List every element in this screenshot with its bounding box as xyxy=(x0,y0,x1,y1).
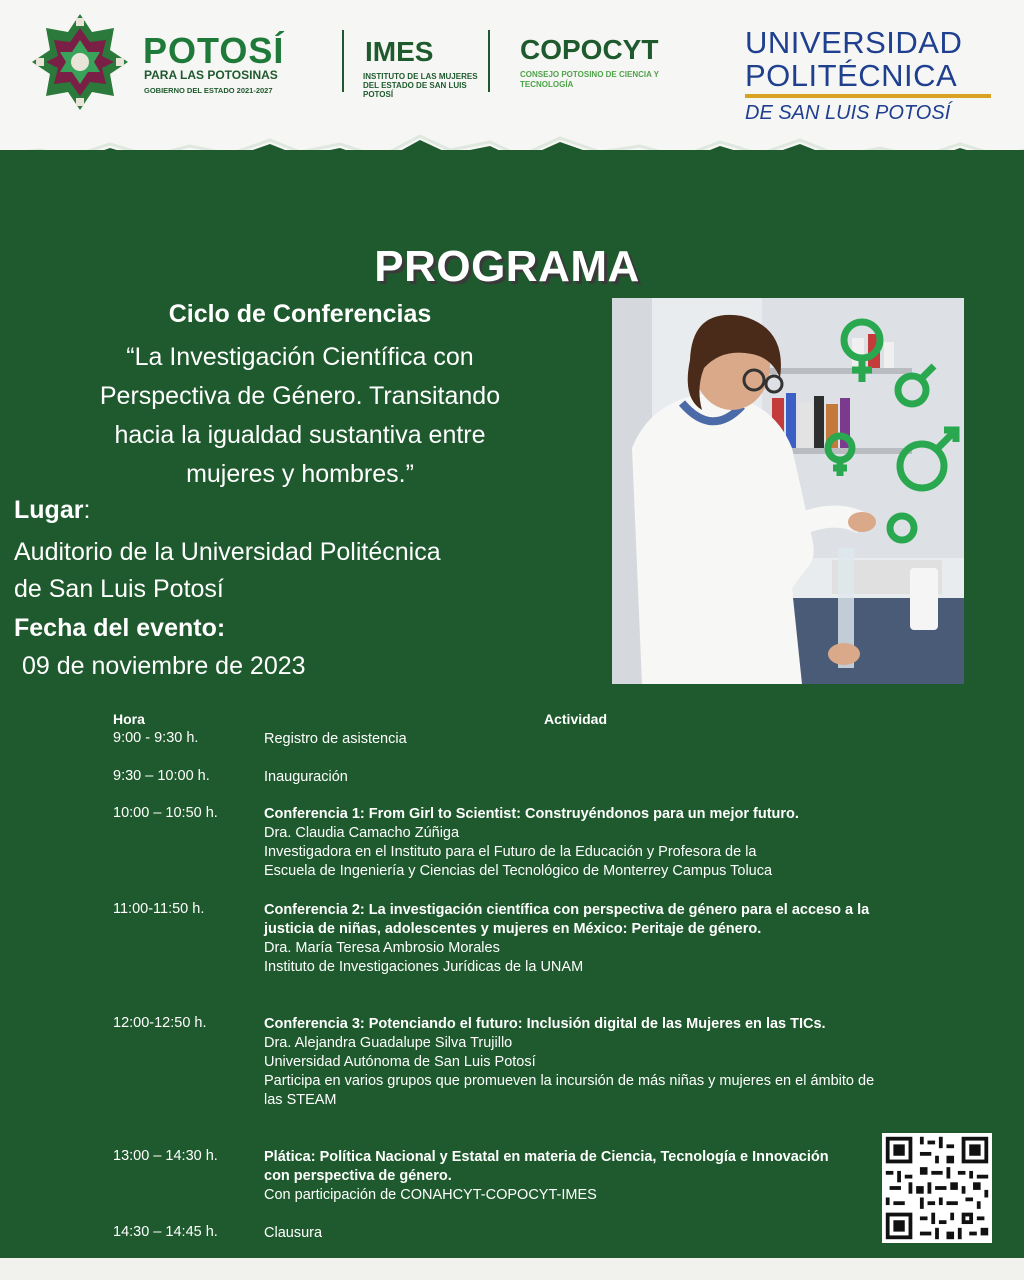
quote-line: mujeres y hombres.” xyxy=(186,460,414,488)
activity-title: Conferencia 2: La investigación científica con perspectiva de género para el acceso a la justicia de niñas, adolescentes y mujeres en México: Peritaje de género. xyxy=(264,902,870,937)
potosi-logo-title: POTOSÍ xyxy=(143,30,285,71)
upslp-logo-line1: UNIVERSIDAD xyxy=(745,25,963,60)
activity-line: Dra. María Teresa Ambrosio Morales xyxy=(264,940,500,956)
activity-line: Dra. Claudia Camacho Zúñiga xyxy=(264,825,460,841)
schedule-activity xyxy=(264,901,892,977)
schedule-activity xyxy=(264,1148,839,1205)
activity-title: Conferencia 1: From Girl to Scientist: Construyéndonos para un mejor futuro. xyxy=(264,806,799,822)
schedule-header-actividad: Actividad xyxy=(544,711,608,727)
activity-line: Escuela de Ingeniería y Ciencias del Tecnológico de Monterrey Campus Toluca xyxy=(264,863,773,879)
upslp-logo-line2: POLITÉCNICA xyxy=(745,58,958,93)
activity-line: Investigadora en el Instituto para el Futuro de la Educación y Profesora de la xyxy=(264,844,757,860)
cycle-title: Ciclo de Conferencias xyxy=(168,300,432,328)
copocyt-logo-title: COPOCYT xyxy=(520,34,659,65)
activity-line: Con participación de CONAHCYT-COPOCYT-IMES xyxy=(264,1187,597,1203)
quote-line: Perspectiva de Género. Transitando xyxy=(99,382,501,410)
upslp-logo-bar xyxy=(745,94,991,98)
schedule-time: 13:00 – 14:30 h. xyxy=(113,1148,218,1164)
schedule-activity xyxy=(264,805,892,881)
activity-line: Dra. Alejandra Guadalupe Silva Trujillo xyxy=(264,1035,513,1051)
activity-line: Instituto de Investigaciones Jurídicas de la UNAM xyxy=(264,959,584,975)
scientist-photo xyxy=(612,298,964,684)
schedule-time: 12:00-12:50 h. xyxy=(113,1015,207,1031)
schedule-time: 11:00-11:50 h. xyxy=(113,901,205,917)
venue-value xyxy=(14,534,594,608)
upslp-logo-line3: DE SAN LUIS POTOSÍ xyxy=(745,102,951,124)
schedule-activity xyxy=(264,730,892,749)
schedule-time: 14:30 – 14:45 h. xyxy=(113,1224,218,1240)
activity-line: Clausura xyxy=(264,1225,323,1241)
schedule-header-hora: Hora xyxy=(113,711,145,727)
venue-line: de San Luis Potosí xyxy=(14,575,224,603)
schedule-time: 10:00 – 10:50 h. xyxy=(113,805,218,821)
activity-title: Plática: Política Nacional y Estatal en materia de Ciencia, Tecnología e Innovación con perspectiva de género. xyxy=(264,1149,829,1184)
schedule-time: 9:00 - 9:30 h. xyxy=(113,730,199,746)
activity-line: Universidad Autónoma de San Luis Potosí xyxy=(264,1054,536,1070)
date-value: 09 de noviembre de 2023 xyxy=(22,652,306,680)
copocyt-logo-subtitle: CONSEJO POTOSINO DE CIENCIA Y TECNOLOGÍA xyxy=(520,70,659,89)
imes-logo-subtitle: INSTITUTO DE LAS MUJERES DEL ESTADO DE SAN LUIS POTOSÍ xyxy=(363,72,478,99)
potosi-logo-mark xyxy=(30,12,130,112)
logo-divider xyxy=(342,30,344,92)
qr-code-icon[interactable] xyxy=(882,1133,992,1243)
quote-line: “La Investigación Científica con xyxy=(126,343,474,371)
venue-label: Lugar: xyxy=(14,496,91,524)
venue-line: Auditorio de la Universidad Politécnica xyxy=(14,538,441,566)
activity-title: Conferencia 3: Potenciando el futuro: Inclusión digital de las Mujeres en las TICs. xyxy=(264,1016,826,1032)
footer-band xyxy=(0,1258,1024,1280)
conference-quote xyxy=(20,338,580,494)
potosi-logo-gov: GOBIERNO DEL ESTADO 2021-2027 xyxy=(144,86,273,95)
page-title: PROGRAMA xyxy=(374,242,640,291)
date-label: Fecha del evento: xyxy=(14,614,226,642)
schedule-time: 9:30 – 10:00 h. xyxy=(113,768,210,784)
schedule-activity xyxy=(264,1224,892,1243)
activity-line: Registro de asistencia xyxy=(264,731,407,747)
activity-line: Participa en varios grupos que promueven la incursión de más niñas y mujeres en el ámbito de las STEAM xyxy=(264,1073,875,1108)
logo-divider xyxy=(488,30,490,92)
potosi-logo-subtitle: PARA LAS POTOSINAS xyxy=(144,68,278,82)
activity-line: Inauguración xyxy=(264,769,348,785)
imes-logo-title: IMES xyxy=(365,36,434,67)
schedule-activity xyxy=(264,1015,892,1110)
schedule-activity xyxy=(264,768,892,787)
quote-line: hacia la igualdad sustantiva entre xyxy=(114,421,486,449)
